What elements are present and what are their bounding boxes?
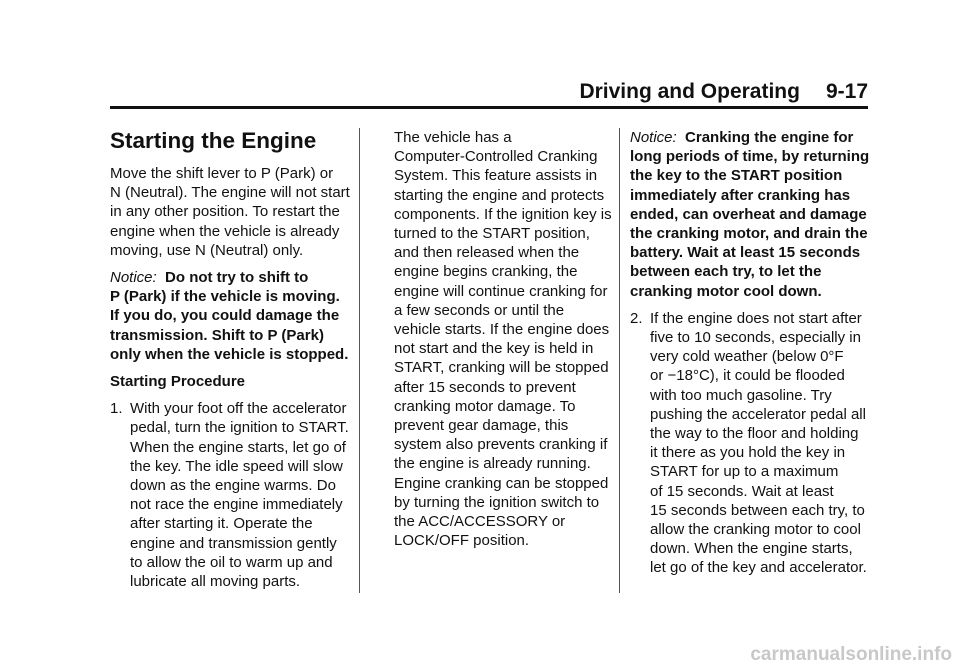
notice-park: Notice: Do not try to shift to P (Park) if the vehicle is moving. If you do, you could damage the transmission. Shift to P (Park) only when the vehicle is stopped. <box>110 269 349 363</box>
column-2 <box>394 128 616 558</box>
list-item-2: 2. If the engine does not start after five to 10 seconds, especially in very cold weather (below 0°F or −18°C), it could be flooded with too much gasoline. Try pushing the accelerator pedal all the way to the floor and holding it there as you hold the key in START for up to a maximum of 15 seconds. Wait at least 15 seconds between each try, to allow the cranking motor to cool down. When the engine starts, let go of the key and accelerator. <box>630 309 867 577</box>
column-divider-2 <box>619 128 620 593</box>
subheading-starting-procedure: Starting Procedure <box>110 373 246 391</box>
section-title: Driving and Operating <box>579 80 800 103</box>
cranking-system-paragraph: The vehicle has a Computer-Controlled Cranking System. This feature assists in starting the engine and protects components. If the ignition key is turned to the START position, and then released when the engine begins cranking, the engine will continue cranking for a few seconds or until the vehicle starts. If the engine does not start and the key is held in START, cranking will be stopped after 15 seconds to prevent cranking motor damage. To prevent gear damage, this system also prevents cranking if the engine is already running. Engine cranking can be stopped by turning the ignition switch to the ACC/ACCESSORY or LOCK/OFF position. <box>394 129 612 550</box>
page-number: 9-17 <box>825 80 868 103</box>
list-number: 1. <box>110 400 123 418</box>
notice-label: Notice: <box>630 129 677 146</box>
intro-paragraph: Move the shift lever to P (Park) or N (Neutral). The engine will not start in any other position. To restart the engine when the vehicle is already moving, use N (Neutral) only. <box>110 165 350 259</box>
list-item-1: 1. With your foot off the accelerator pedal, turn the ignition to START. When the engine starts, let go of the key. The idle speed will slow down as the engine warms. Do not race the engine immediately after starting it. Operate the engine and transmission gently to allow the oil to warm up and lubricate all moving parts. <box>110 400 349 591</box>
page-header <box>579 80 868 104</box>
column-divider-1 <box>359 128 360 593</box>
section-heading: Starting the Engine <box>110 128 317 153</box>
list-number: 2. <box>630 309 643 327</box>
column-1 <box>110 128 358 599</box>
watermark: carmanualsonline.info <box>750 644 952 665</box>
notice-label: Notice: <box>110 269 157 287</box>
notice-cranking: Notice: Cranking the engine for long periods of time, by returning the key to the START position immediately after cranking has ended, can overheat and damage the cranking motor, and drain the battery. Wait at least 15 seconds between each try, to let the cranking motor cool down. <box>630 129 870 300</box>
header-rule <box>110 106 868 109</box>
column-3 <box>630 128 870 586</box>
